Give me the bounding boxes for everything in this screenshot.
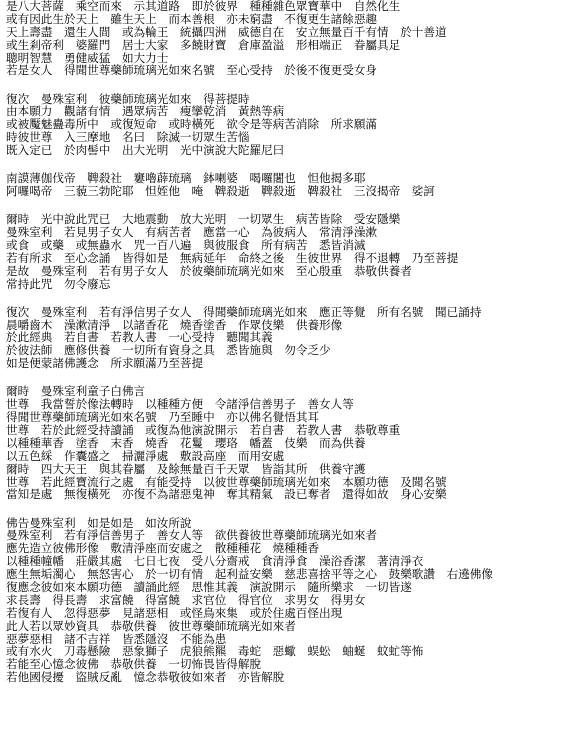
text-line: 如是便蒙諸佛護念 所求願滿乃至菩提: [6, 357, 204, 371]
text-line: 佛告曼殊室利 如是如是 如汝所說: [6, 516, 192, 530]
text-line: 由本願力 觀諸有情 遇眾病苦 瘦攣乾消 黃熱等病: [6, 105, 285, 119]
text-line: 若有所求 至心念誦 皆得如是 無病延年 命終之後 生彼世界 得不退轉 乃至菩提: [6, 251, 459, 265]
text-line: 於彼法師 應修供養 一切所有資身之具 悉皆施與 勿令乏少: [6, 344, 331, 358]
text-line: 或有水火 刀毒懸險 惡象獅子 虎狼熊羆 毒蛇 惡蠍 蜈蚣 蚰蜒 蚊虻等怖: [6, 645, 424, 659]
paragraph: [6, 213, 562, 290]
text-line: 南謨薄伽伐帝 鞞殺社 窶嚕薜琉璃 鉢喇婆 喝囉闍也 怛他揭多耶: [6, 172, 366, 186]
text-line: 時彼世尊 入三摩地 名曰 除滅一切眾生苦惱: [6, 131, 250, 145]
text-line: 是八大菩薩 乘空而來 示其道路 即於彼界 種種雜色眾寶華中 自然化生: [6, 0, 401, 13]
text-line: 以種種幢幡 莊嚴其處 七日七夜 受八分齋戒 食清淨食 澡浴香潔 著清淨衣: [6, 555, 424, 569]
text-line: 若是女人 得聞世尊藥師琉璃光如來名號 至心受持 於後不復更受女身: [6, 64, 378, 78]
text-line: 爾時 光中說此咒已 大地震動 放大光明 一切眾生 病苦皆除 受安隱樂: [6, 213, 401, 227]
text-line: 爾時 曼殊室利童子白佛言: [6, 385, 146, 399]
text-line: 應生無垢濁心 無怒害心 於一切有情 起利益安樂 慈悲喜捨平等之心 鼓樂歌讚 右遶佛像: [6, 568, 493, 581]
text-line: 得聞世尊藥師琉璃光如來名號 乃至睡中 亦以佛名覺悟其耳: [6, 411, 320, 424]
text-line: 惡夢惡相 諸不吉祥 皆悉隱沒 不能為患: [6, 632, 227, 646]
paragraph: [6, 93, 562, 157]
text-line: 曼殊室利 若有淨信善男子 善女人等 欲供養彼世尊藥師琉璃光如來者: [6, 529, 378, 543]
text-line: 阿囉喝帝 三藐三勃陀耶 怛姪他 唵 鞞殺逝 鞞殺逝 鞞殺社 三沒揭帝 娑訶: [6, 185, 435, 198]
text-line: 曼殊室利 若見男子女人 有病苦者 應當一心 為彼病人 常清淨澡漱: [6, 226, 378, 239]
text-line: 聰明智慧 勇健威猛 如大力士: [6, 51, 169, 65]
text-line: 晨嚼齒木 澡漱清淨 以諸香花 燒香塗香 作眾伎樂 供養形像: [6, 318, 343, 332]
text-line: 世尊 若於此經受持讀誦 或復為他演說開示 若自書 若教人書 恭敬尊重: [6, 423, 401, 437]
text-line: 或被魘魅蠱毒所中 或復短命 或時橫死 欲令是等病苦消除 所求願滿: [6, 118, 378, 132]
text-line: 於此經典 若自書 若教人書 一心受持 聽聞其義: [6, 331, 273, 345]
text-line: 既入定已 於肉髻中 出大光明 光中演說大陀羅尼曰: [6, 144, 285, 157]
text-line: 求長壽 得長壽 求富饒 得富饒 求官位 得官位 求男女 得男女: [6, 593, 366, 607]
paragraph: [6, 0, 562, 77]
text-line: 爾時 四大天王 與其眷屬 及餘無量百千天眾 皆詣其所 供養守護: [6, 462, 366, 476]
text-line: 應先造立彼佛形像 敷清淨座而安處之 散種種花 燒種種香: [6, 542, 320, 556]
text-line: 復次 曼殊室利 若有淨信男子女人 得聞藥師琉璃光如來 應正等覺 所有名號 聞已誦持: [6, 305, 482, 319]
text-line: 或有因此生於天上 雖生天上 而本善根 亦未窮盡 不復更生諸餘惡趣: [6, 12, 378, 26]
text-line: 或食 或藥 或無蟲水 咒一百八遍 與彼服食 所有病苦 悉皆消滅: [6, 238, 366, 252]
text-line: 復應念彼如來本願功德 讀誦此經 思惟其義 演說開示 隨所樂求 一切皆遂: [6, 580, 412, 594]
paragraph: [6, 385, 562, 501]
text-line: 世尊 我當誓於像法轉時 以種種方便 令諸淨信善男子 善女人等: [6, 398, 354, 412]
text-line: 復次 曼殊室利 彼藥師琉璃光如來 得菩提時: [6, 92, 250, 106]
text-line: 是故 曼殊室利 若有男子女人 於彼藥師琉璃光如來 至心殷重 恭敬供養者: [6, 264, 412, 278]
text-line: 常持此咒 勿令廢忘: [6, 277, 111, 291]
text-line: 或生剎帝利 婆羅門 居士大家 多饒財寶 倉庫盈溢 形相端正 眷屬具足: [6, 38, 401, 52]
paragraph: [6, 517, 562, 685]
paragraph: [6, 306, 562, 370]
text-line: 世尊 若此經寶流行之處 有能受持 以彼世尊藥師琉璃光如來 本願功德 及聞名號: [6, 475, 447, 489]
text-line: 以五色綵 作囊盛之 掃灑淨處 敷設高座 而用安處: [6, 449, 285, 463]
text-line: 若復有人 忽得惡夢 見諸惡相 或怪鳥來集 或於住處百怪出現: [6, 606, 343, 620]
document-body: [6, 0, 562, 684]
text-line: 天上壽盡 還生人間 或為輪王 統攝四洲 威德自在 安立無量百千有情 於十善道: [6, 25, 447, 39]
text-line: 當知是處 無復橫死 亦復不為諸惡鬼神 奪其精氣 設已奪者 還得如故 身心安樂: [6, 488, 447, 502]
text-line: 以種種華香 塗香 末香 燒香 花鬘 瓔珞 幡蓋 伎樂 而為供養: [6, 436, 366, 450]
text-line: 若能至心憶念彼佛 恭敬供養 一切怖畏皆得解脫: [6, 658, 262, 672]
paragraph: [6, 172, 562, 198]
text-line: 此人若以眾妙資具 恭敬供養 彼世尊藥師琉璃光如來者: [6, 619, 296, 633]
text-line: 若他國侵擾 盜賊反亂 憶念恭敬彼如來者 亦皆解脫: [6, 671, 285, 685]
